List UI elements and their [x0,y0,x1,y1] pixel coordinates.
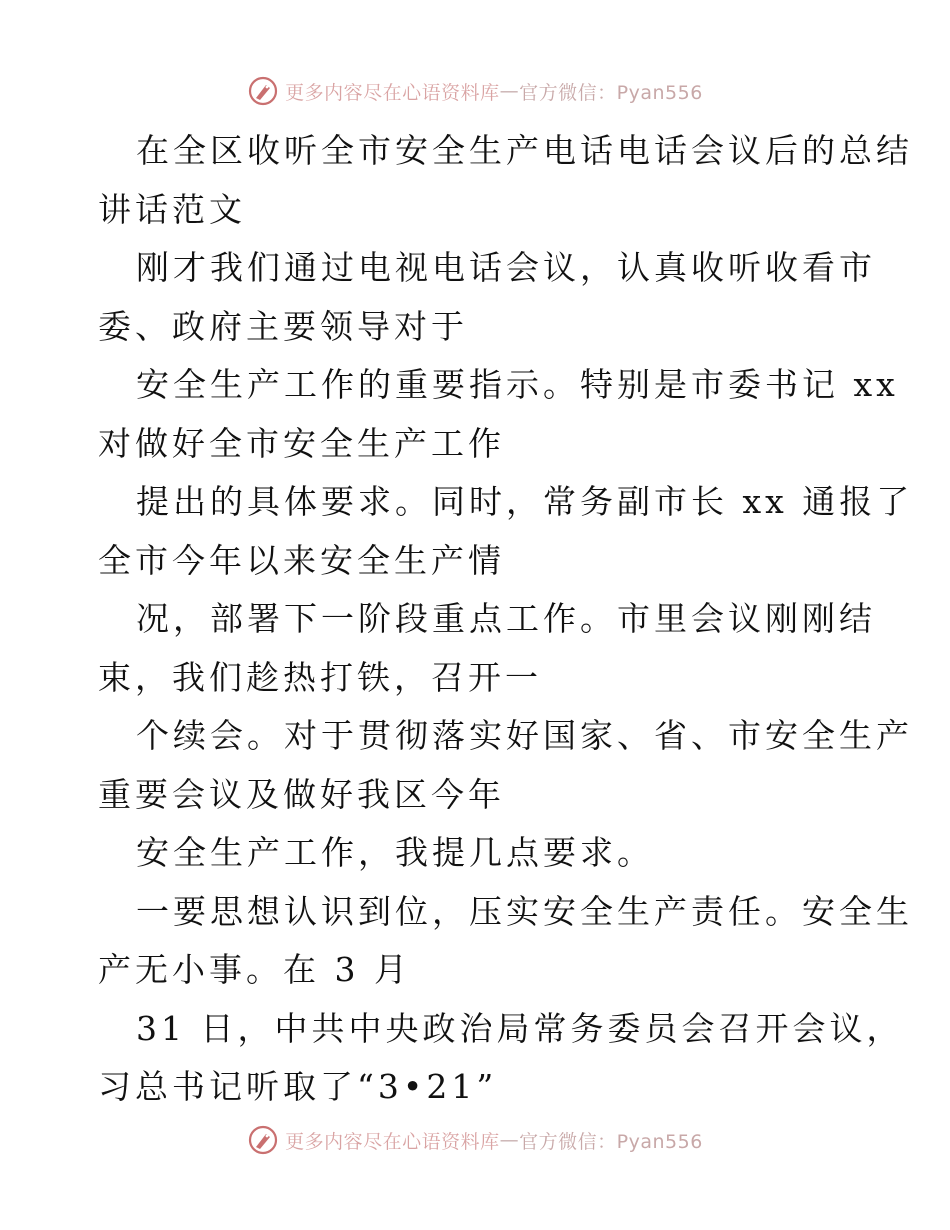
watermark-main-text: 更多内容尽在心语资料库 [285,81,500,104]
watermark-separator: — [499,80,520,102]
text-line: 在全区收听全市安全生产电话电话会议后的总结 [136,131,913,170]
text-line: 重要会议及做好我区今年 [98,774,505,814]
text-line: 束，我们趁热打铁，召开一 [98,657,542,697]
text-line: 况，部署下一阶段重点工作。市里会议刚刚结 [136,599,876,638]
watermark-main-text: 更多内容尽在心语资料库 [285,1130,500,1153]
pen-nib-circle-icon [247,1124,279,1156]
text-line: 安全生产工作的重要指示。特别是市委书记 xx [136,365,899,404]
footer-watermark [0,1120,950,1160]
text-line: 个续会。对于贯彻落实好国家、省、市安全生产 [136,716,913,755]
watermark-separator: — [499,1129,520,1151]
text-line: 安全生产工作，我提几点要求。 [136,833,654,872]
text-line: 刚才我们通过电视电话会议，认真收听收看市 [136,248,876,287]
watermark-wechat-text: 官方微信：Pyan556 [519,1130,703,1153]
text-line: 讲话范文 [98,189,246,229]
text-line: 一要思想认识到位，压实安全生产责任。安全生 [136,891,913,931]
header-watermark [0,71,950,111]
text-line: 全市今年以来安全生产情 [98,540,505,580]
document-body [98,122,914,1117]
watermark-wechat-text: 官方微信：Pyan556 [519,81,703,104]
text-line: 委、政府主要领导对于 [98,306,468,346]
text-line: 31 日，中共中央政治局常务委员会召开会议， [136,1008,904,1048]
pen-nib-circle-icon [247,75,279,107]
text-line: 对做好全市安全生产工作 [98,423,505,463]
text-line: 提出的具体要求。同时，常务副市长 xx 通报了 [136,482,914,521]
text-line: 产无小事。在 3 月 [98,950,411,989]
text-line: 习总书记听取了“3•21” [98,1067,498,1106]
